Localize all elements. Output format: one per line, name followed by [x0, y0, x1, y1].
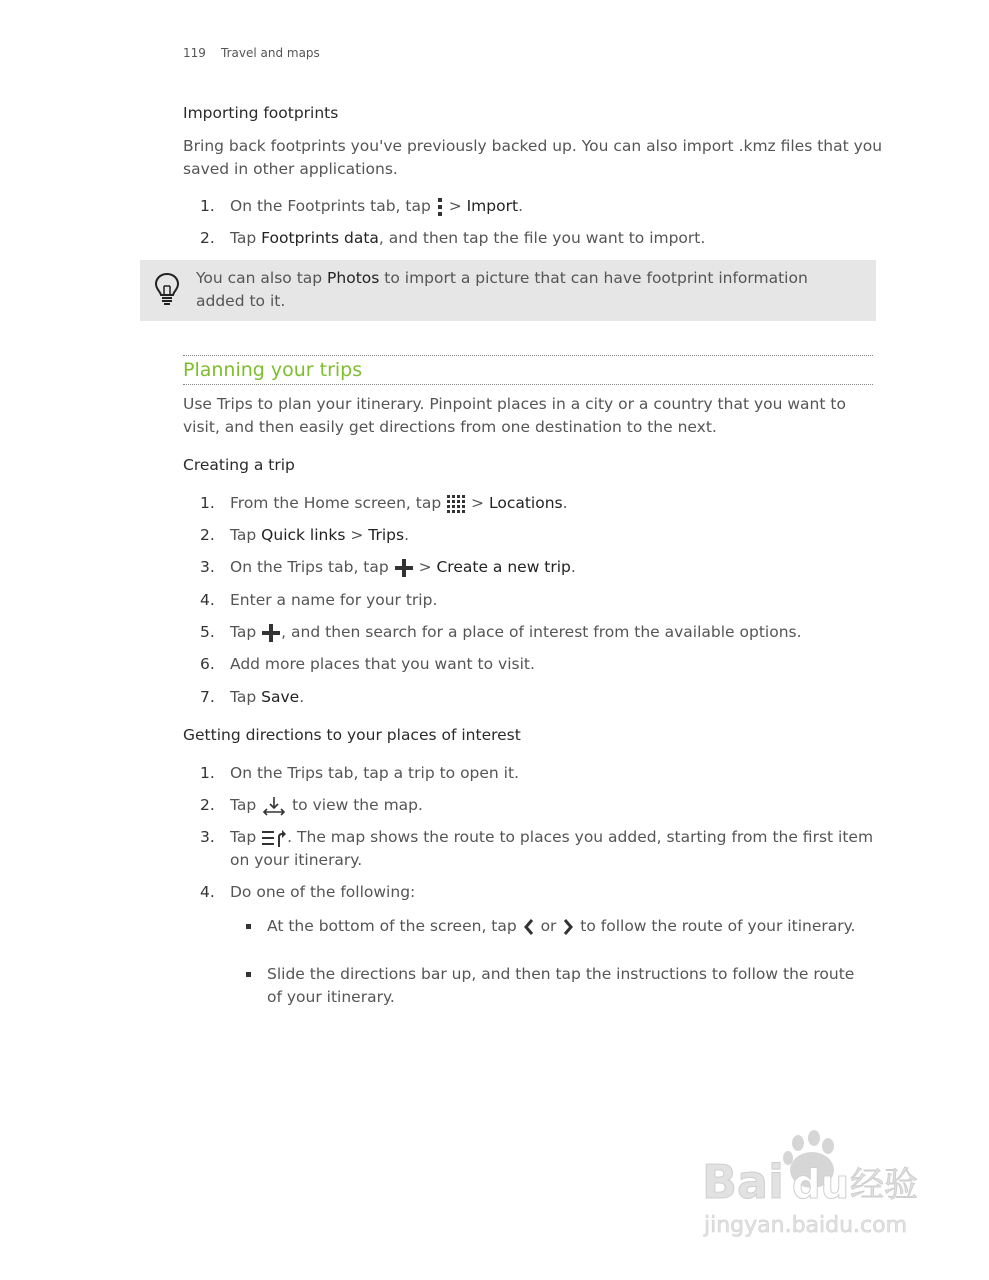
directions-bullet-2 [244, 963, 874, 1009]
step-separator: > [413, 558, 437, 576]
step-ui-label: Create a new trip [436, 558, 571, 576]
create-step-5 [200, 621, 880, 644]
import-step-1 [200, 195, 880, 218]
step-number: 5. [200, 623, 215, 641]
step-text: . [570, 558, 576, 576]
watermark-cn: 经验 [850, 1165, 918, 1205]
create-step-3 [200, 556, 880, 579]
bullet-marker [246, 972, 251, 977]
tip-text-pre: You can also tap [196, 269, 328, 287]
step-text: On the Trips tab, tap [230, 558, 394, 576]
directions-step-1 [200, 762, 880, 785]
create-step-6 [200, 653, 880, 676]
section-title [183, 355, 873, 385]
step-ui-label: Locations [488, 494, 563, 512]
step-text: On the Footprints tab, tap [230, 197, 436, 215]
tip-box [140, 260, 876, 321]
baidu-watermark [700, 1128, 940, 1248]
step-text: . [518, 197, 523, 215]
step-number: 2. [200, 229, 215, 247]
step-separator: > [443, 197, 467, 215]
step-text: Tap [230, 229, 262, 247]
step-number: 4. [200, 591, 215, 609]
bullet-text: to follow the route of your itinerary. [575, 917, 856, 935]
step-text: Enter a name for your trip. [230, 591, 438, 609]
importing-heading: Importing footprints [183, 104, 339, 122]
chevron-right-icon [561, 917, 575, 937]
step-number: 2. [200, 526, 215, 544]
creating-heading: Creating a trip [183, 456, 295, 474]
step-text: Do one of the following: [230, 883, 416, 901]
bullet-marker [246, 924, 251, 929]
create-step-7 [200, 686, 880, 709]
menu-icon [436, 197, 444, 217]
watermark-url: jingyan.baidu.com [704, 1213, 908, 1238]
page-number: 119 [183, 46, 206, 60]
step-ui-label: Save [261, 688, 300, 706]
step-separator: > [466, 494, 489, 512]
step-ui-label: Trips [368, 526, 405, 544]
plus-icon [261, 623, 281, 643]
tip-ui-label: Photos [327, 269, 380, 287]
directions-heading: Getting directions to your places of interest [183, 726, 521, 744]
step-text: to view the map. [287, 796, 423, 814]
create-step-2 [200, 524, 880, 547]
step-text: . [299, 688, 305, 706]
planning-intro: Use Trips to plan your itinerary. Pinpoint places in a city or a country that you want to visit, and then easily get directions from one destination to the next. [183, 395, 846, 436]
bullet-text: Slide the directions bar up, and then tap the instructions to follow the route of your itinerary. [267, 965, 855, 1006]
step-text: . The map shows the route to places you added, starting from the first item on your itinerary. [230, 828, 874, 869]
directions-bullet-1 [244, 915, 874, 938]
map-pin-icon [261, 796, 287, 816]
step-text: On the Trips tab, tap a trip to open it. [230, 764, 519, 782]
step-number: 2. [200, 796, 215, 814]
directions-icon [261, 828, 287, 848]
step-number: 6. [200, 655, 215, 673]
bullet-text: or [535, 917, 562, 935]
create-step-4 [200, 589, 880, 612]
step-text: Tap [230, 623, 262, 641]
directions-step-2 [200, 794, 880, 817]
watermark-bai: Bai [702, 1155, 784, 1209]
importing-intro: Bring back footprints you've previously backed up. You can also import .kmz files that you saved in other applications. [183, 137, 883, 178]
step-number: 4. [200, 883, 215, 901]
lightbulb-icon [154, 272, 180, 306]
step-number: 1. [200, 197, 215, 215]
watermark-du: du [792, 1162, 850, 1208]
step-text: Tap [230, 796, 262, 814]
step-text: Tap [230, 828, 262, 846]
step-number: 3. [200, 558, 215, 576]
bullet-text: At the bottom of the screen, tap [267, 917, 522, 935]
step-text: , and then search for a place of interest from the available options. [281, 623, 802, 641]
tip-text [196, 267, 856, 313]
step-text: Tap [230, 688, 262, 706]
step-ui-label: Quick links [261, 526, 346, 544]
directions-step-3 [200, 826, 880, 872]
step-text: Add more places that you want to visit. [230, 655, 535, 673]
step-text: . [562, 494, 568, 512]
chapter-title: Travel and maps [221, 46, 320, 60]
step-text: , and then tap the file you want to import. [378, 229, 706, 247]
chevron-left-icon [522, 917, 536, 937]
running-header [183, 46, 320, 60]
step-ui-label: Import [466, 197, 519, 215]
directions-step-4 [200, 881, 880, 904]
tip-text-post: to import a picture that can have footprint information added to it. [196, 269, 808, 310]
step-number: 1. [200, 494, 215, 512]
step-text: Tap [230, 526, 262, 544]
step-number: 7. [200, 688, 215, 706]
step-number: 3. [200, 828, 215, 846]
create-step-1 [200, 492, 880, 515]
step-ui-label: Footprints data [261, 229, 379, 247]
step-text: . [404, 526, 409, 544]
section-title-text: Planning your trips [183, 359, 363, 381]
plus-icon [394, 558, 414, 578]
import-step-2 [200, 227, 880, 250]
step-separator: > [345, 526, 369, 544]
all-apps-icon [446, 494, 466, 514]
step-number: 1. [200, 764, 215, 782]
step-text: From the Home screen, tap [230, 494, 447, 512]
